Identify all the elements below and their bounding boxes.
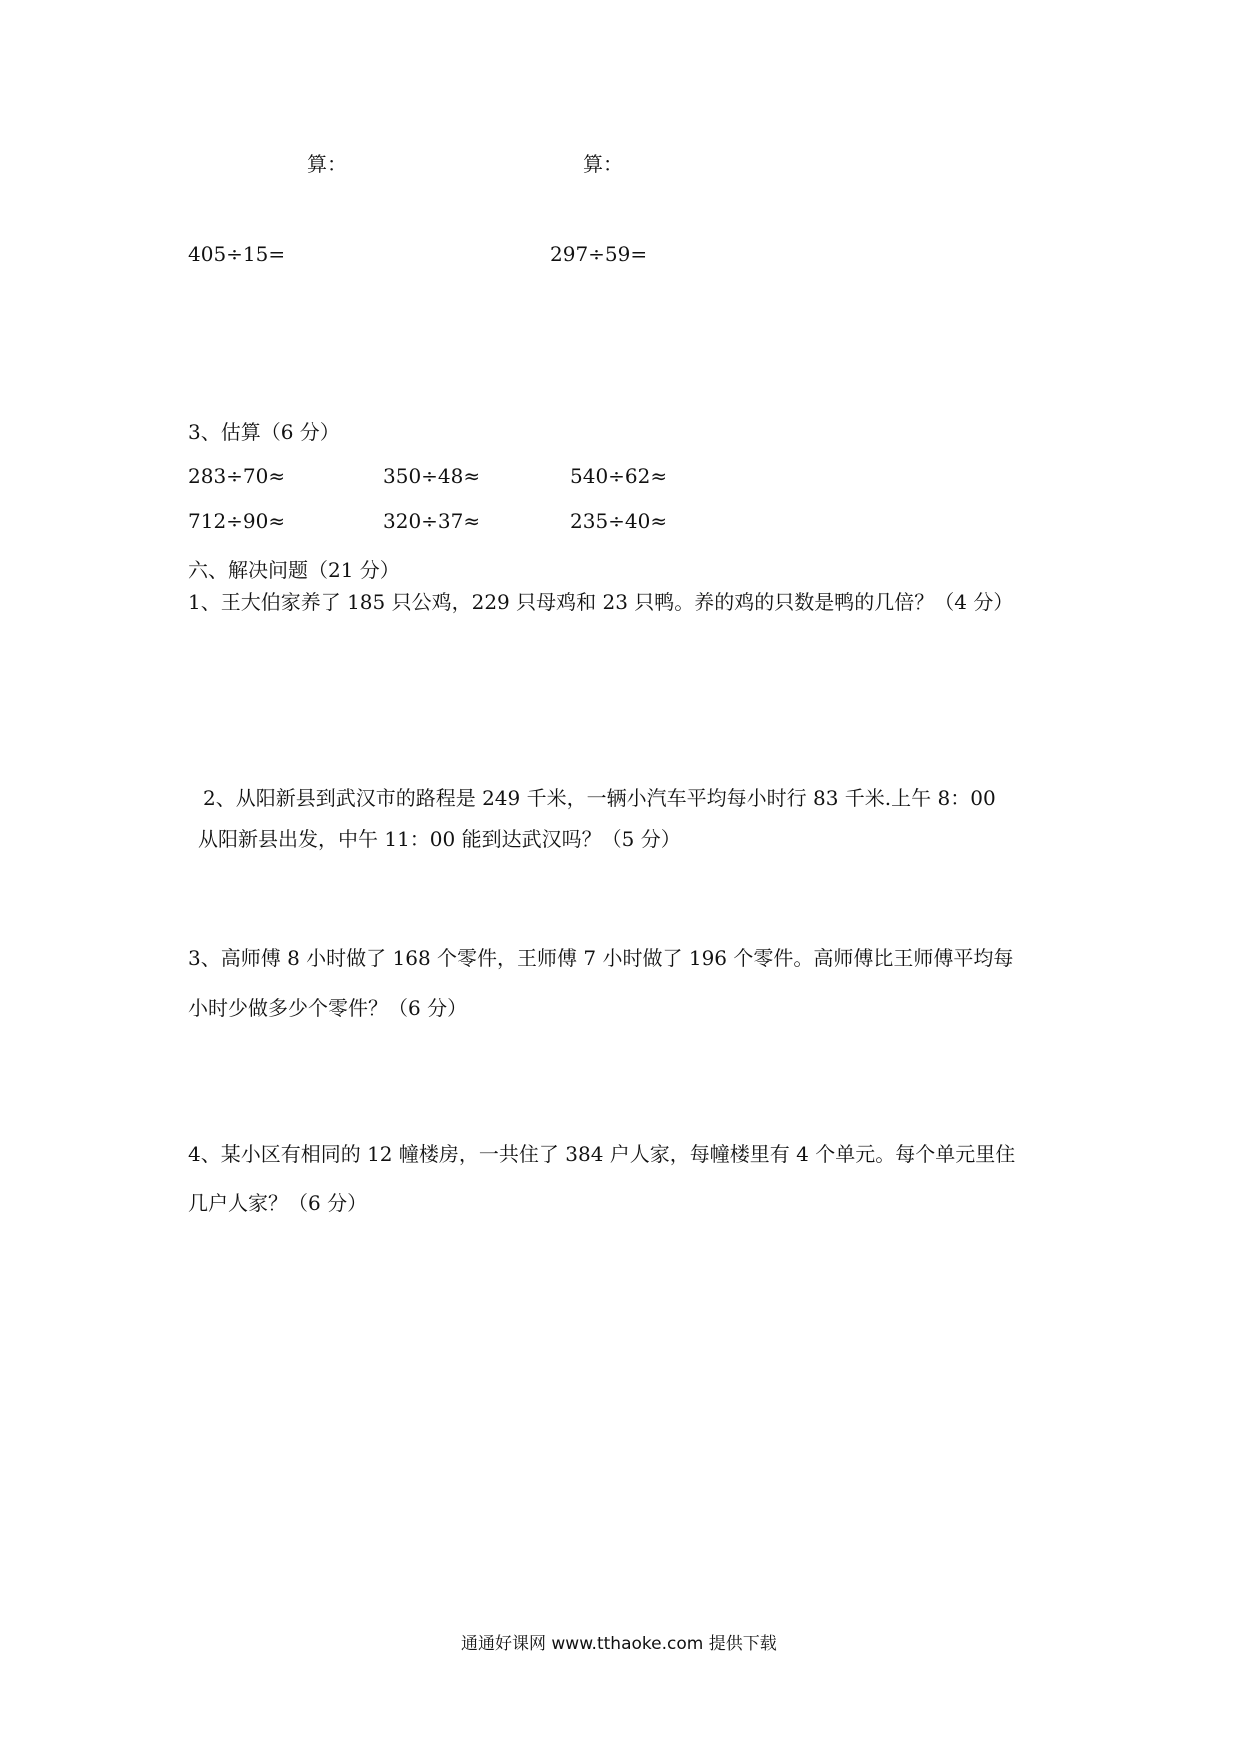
estimation-item-6: 235÷40≈	[570, 509, 668, 533]
section6-heading: 六、解决问题（21 分）	[188, 558, 400, 582]
estimation-item-5: 320÷37≈	[383, 509, 481, 533]
estimation-heading: 3、估算（6 分）	[188, 420, 340, 444]
calc-label-1: 算：	[307, 152, 347, 176]
calc-label-2: 算：	[583, 152, 623, 176]
question-4-line-1: 4、某小区有相同的 12 幢楼房，一共住了 384 户人家，每幢楼里有 4 个单元。每个单元里住	[188, 1142, 1016, 1166]
division-exercise-1: 405÷15=	[188, 242, 286, 266]
question-2-line-2: 从阳新县出发，中午 11：00 能到达武汉吗？（5 分）	[198, 827, 681, 851]
division-exercise-2: 297÷59=	[550, 242, 648, 266]
question-4-line-2: 几户人家？（6 分）	[188, 1191, 368, 1215]
estimation-item-4: 712÷90≈	[188, 509, 286, 533]
question-2-line-1: 2、从阳新县到武汉市的路程是 249 千米，一辆小汽车平均每小时行 83 千米.上午 8：00	[203, 786, 996, 810]
question-3-line-2: 小时少做多少个零件？（6 分）	[188, 996, 468, 1020]
question-1: 1、王大伯家养了 185 只公鸡，229 只母鸡和 23 只鸭。养的鸡的只数是鸭的几倍？（4 分）	[188, 590, 1014, 614]
question-3-line-1: 3、高师傅 8 小时做了 168 个零件，王师傅 7 小时做了 196 个零件。高师傅比王师傅平均每	[188, 946, 1014, 970]
estimation-item-2: 350÷48≈	[383, 464, 481, 488]
estimation-item-3: 540÷62≈	[570, 464, 668, 488]
estimation-item-1: 283÷70≈	[188, 464, 286, 488]
footer-download-note: 通通好课网 www.tthaoke.com 提供下载	[461, 1634, 777, 1654]
